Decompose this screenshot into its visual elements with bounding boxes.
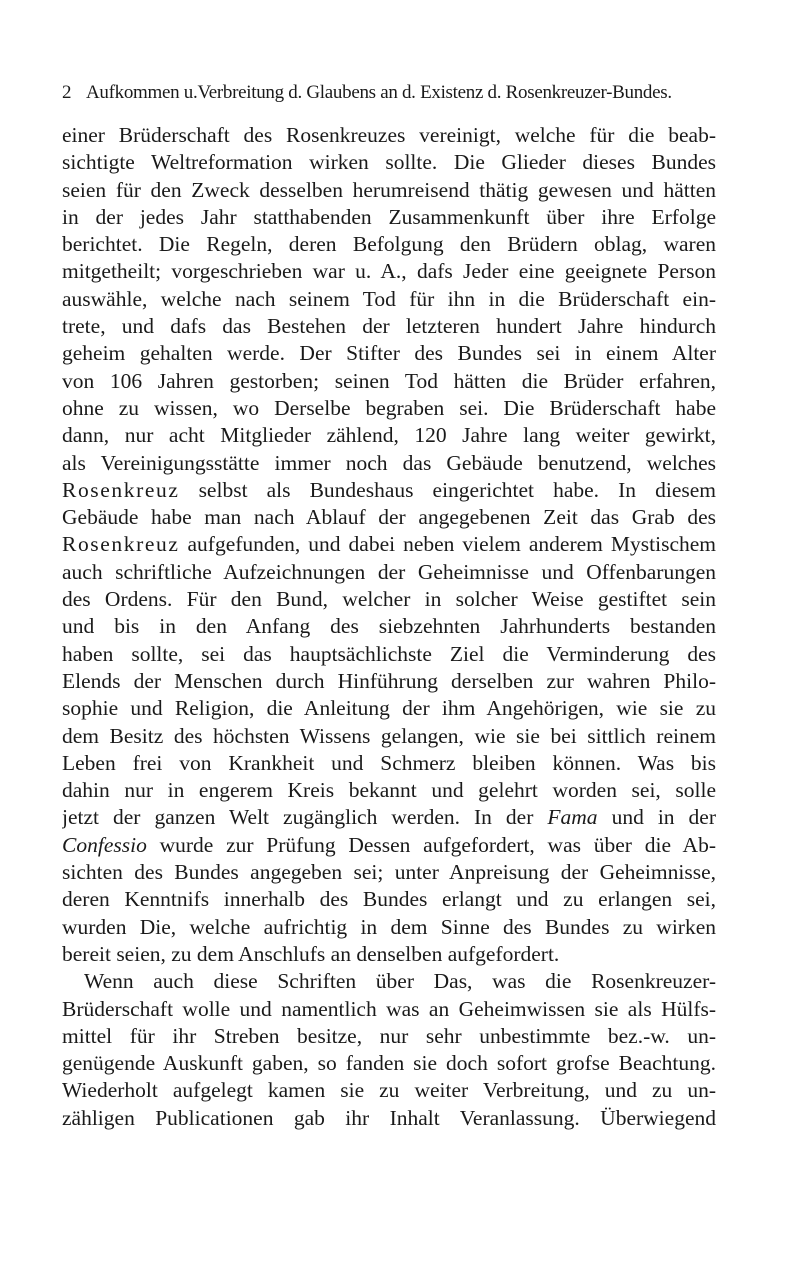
- italic-title-fama: Fama: [547, 805, 598, 830]
- text-line: einer Brüderschaft des Rosenkreuzes vereinigt, welche für die beab-: [62, 123, 716, 147]
- text-line: [62, 477, 716, 504]
- text-line: deren Kenntnifs innerhalb des Bundes erlangt und zu erlangen sei,: [62, 887, 716, 912]
- text-segment: wurde zur Prüfung Dessen aufgefordert, was über die Ab-: [146, 832, 716, 857]
- text-line: Gebäude habe man nach Ablauf der angegebenen Zeit das Grab des: [62, 505, 716, 530]
- running-header: [62, 80, 722, 106]
- text-line: dem Besitz des höchsten Wissens gelangen, wie sie bei sittlich reinem: [62, 723, 716, 748]
- running-title: Aufkommen u.Verbreitung d. Glaubens an d. Existenz d. Rosenkreuzer-Bundes.: [86, 82, 672, 103]
- text-line: wurden Die, welche aufrichtig in dem Sinne des Bundes zu wirken: [62, 914, 716, 939]
- text-line: dann, nur acht Mitglieder zählend, 120 Jahre lang weiter gewirkt,: [62, 423, 716, 448]
- text-line: auch schriftliche Aufzeichnungen der Geheimnisse und Offenbarungen: [62, 559, 716, 584]
- text-line: von 106 Jahren gestorben; seinen Tod hätten die Brüder erfahren,: [62, 368, 716, 393]
- text-segment: aufgefunden, und dabei neben vielem anderem Mystischem: [179, 532, 716, 557]
- text-line: berichtet. Die Regeln, deren Befolgung den Brüdern oblag, waren: [62, 232, 716, 257]
- text-line: zähligen Publicationen gab ihr Inhalt Veranlassung. Überwiegend: [62, 1105, 716, 1130]
- text-line: [62, 804, 716, 831]
- italic-title-confessio: Confessio: [62, 832, 147, 857]
- text-line: in der jedes Jahr statthabenden Zusammenkunft über ihre Erfolge: [62, 204, 716, 229]
- text-line: des Ordens. Für den Bund, welcher in solcher Weise gestiftet sein: [62, 587, 716, 612]
- text-segment: jetzt der ganzen Welt zugänglich werden. In der: [62, 805, 548, 830]
- text-line: haben sollte, sei das hauptsächlichste Ziel die Verminderung des: [62, 641, 716, 666]
- spaced-name-rosenkreuz: Rosenkreuz: [62, 532, 180, 557]
- text-line: genügende Auskunft gaben, so fanden sie doch sofort grofse Beachtung.: [62, 1051, 716, 1076]
- text-line: trete, und dafs das Bestehen der letzteren hundert Jahre hindurch: [62, 314, 716, 339]
- text-line: [62, 531, 716, 558]
- text-line: mittel für ihr Streben besitze, nur sehr unbestimmte bez.-w. un-: [62, 1023, 716, 1048]
- text-line: sichtigte Weltreformation wirken sollte. Die Glieder dieses Bundes: [62, 150, 716, 175]
- text-line: Wiederholt aufgelegt kamen sie zu weiter Verbreitung, und zu un-: [62, 1078, 716, 1103]
- text-line-paragraph-start: Wenn auch diese Schriften über Das, was die Rosenkreuzer-: [84, 969, 716, 994]
- text-segment: und in der: [597, 805, 716, 830]
- text-line: geheim gehalten werde. Der Stifter des Bundes sei in einem Alter: [62, 341, 716, 366]
- page-number: 2: [62, 82, 72, 103]
- text-line: ohne zu wissen, wo Derselbe begraben sei. Die Brüderschaft habe: [62, 395, 716, 420]
- text-line: sichten des Bundes angegeben sei; unter Anpreisung der Geheimnisse,: [62, 860, 716, 885]
- text-line: und bis in den Anfang des siebzehnten Jahrhunderts bestanden: [62, 614, 716, 639]
- text-line: seien für den Zweck desselben herumreisend thätig gewesen und hätten: [62, 177, 716, 202]
- text-line-paragraph-end: bereit seien, zu dem Anschlufs an denselben aufgefordert.: [62, 941, 560, 966]
- text-line: Brüderschaft wolle und namentlich was an Geheimwissen sie als Hülfs-: [62, 996, 716, 1021]
- text-segment: selbst als Bundeshaus eingerichtet habe. In diesem: [179, 477, 716, 502]
- text-line: dahin nur in engerem Kreis bekannt und gelehrt worden sei, solle: [62, 778, 716, 803]
- text-line: auswähle, welche nach seinem Tod für ihn in die Brüderschaft ein-: [62, 286, 716, 311]
- text-line: Elends der Menschen durch Hinführung derselben zur wahren Philo-: [62, 668, 716, 693]
- body-text: [62, 122, 716, 1132]
- text-line: sophie und Religion, die Anleitung der ihm Angehörigen, wie sie zu: [62, 696, 716, 721]
- text-line: [62, 832, 716, 859]
- text-line: als Vereinigungsstätte immer noch das Gebäude benutzend, welches: [62, 450, 716, 475]
- text-line: Leben frei von Krankheit und Schmerz bleiben können. Was bis: [62, 750, 716, 775]
- spaced-name-rosenkreuz: Rosenkreuz: [62, 477, 180, 502]
- text-line: mitgetheilt; vorgeschrieben war u. A., dafs Jeder eine geeignete Person: [62, 259, 716, 284]
